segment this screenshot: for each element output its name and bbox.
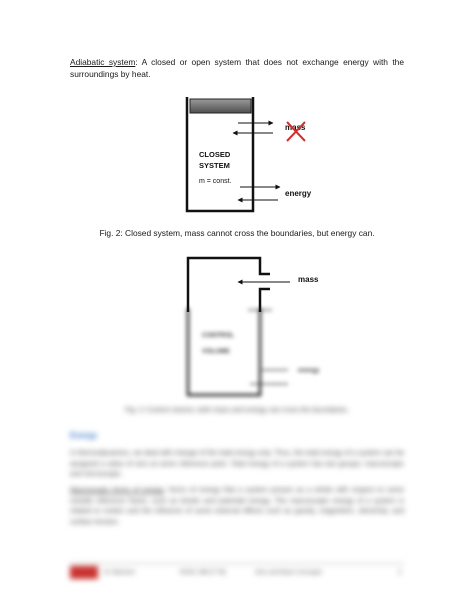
footer-author: M. Bahrami (104, 570, 135, 576)
control-volume-right-wall-upper (260, 289, 270, 312)
closed-label: CLOSED (199, 150, 231, 159)
macroscopic-text: : forms of energy that a system posses as a whole with respect to some outside reference frame, such as kinetic and potential energy. The macroscopic energy of a system is related to motion and the influence of some external effects such as gravity, magnetism, electricity, and surface tension. (70, 487, 404, 526)
energy-paragraph: In thermodynamics, we deal with change of the total energy only. Thus, the total energy of a system can be assigned a value of zero at some reference point. Total energy of a system has two groups: macroscopic and microscopic. (70, 450, 404, 478)
control-volume-lower (188, 308, 320, 395)
figure3-caption: Fig. 3: Control volume, both mass and energy can cross the boundaries. (125, 407, 349, 414)
piston (190, 99, 251, 113)
macroscopic-term: Macroscopic forms of energy (70, 487, 164, 494)
footer-course: ENSC 388 (F 09) (180, 570, 227, 576)
mass-label: mass (285, 123, 306, 132)
macroscopic-paragraph (70, 486, 404, 528)
footer-page-number: 3 (398, 570, 402, 576)
footer (70, 566, 404, 580)
svg-text:energy: energy (298, 367, 320, 374)
footer-divider (70, 563, 404, 564)
figure2-caption: Fig. 2: Closed system, mass cannot cross the boundaries, but energy can. (99, 228, 375, 238)
closed-system-diagram (187, 97, 312, 211)
section-heading: Energy (70, 431, 98, 440)
svg-text:VOLUME: VOLUME (202, 348, 230, 355)
energy-label: energy (285, 189, 312, 198)
footer-topic: Intro and Basic Concepts (255, 570, 323, 576)
mass-constant-label: m = const. (199, 178, 232, 185)
control-volume-top-wall (188, 258, 270, 312)
control-volume-diagram (188, 258, 319, 312)
cv-mass-label: mass (298, 275, 319, 284)
system-label: SYSTEM (199, 161, 230, 170)
svg-text:CONTROL: CONTROL (202, 332, 235, 339)
university-logo-icon (70, 566, 98, 579)
definition-text: : A closed or open system that does not exchange energy with the surroundings by heat. (70, 57, 404, 79)
definition-term: Adiabatic system (70, 57, 136, 67)
